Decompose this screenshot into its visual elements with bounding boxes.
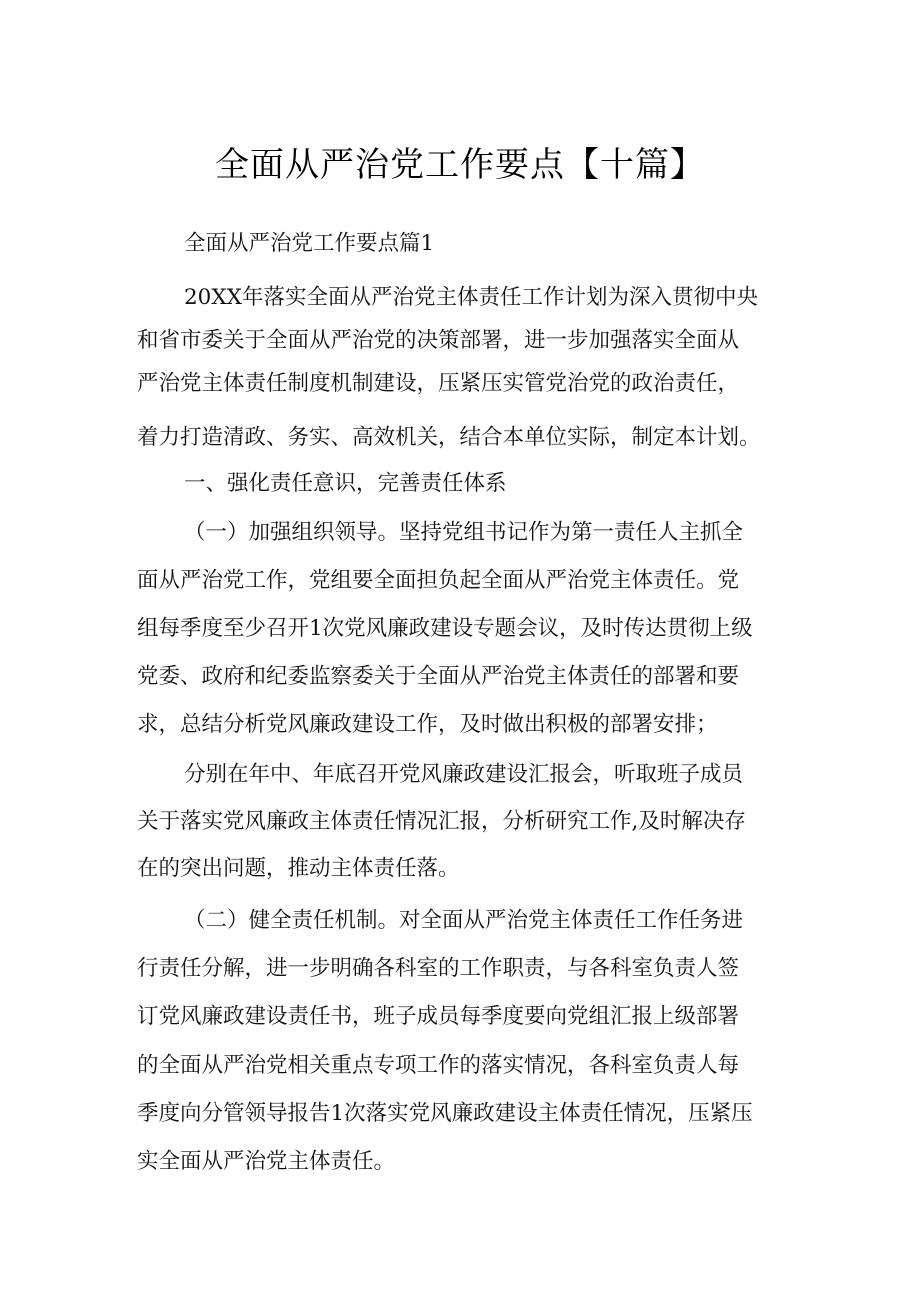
paragraph-line: 分别在年中、年底召开党风廉政建设汇报会，听取班子成员 [184,762,744,787]
paragraph-line: （一）加强组织领导。坚持党组书记作为第一责任人主抓全 [184,520,744,545]
paragraph-line: 季度向分管领导报告1次落实党风廉政建设主体责任情况，压紧压 [137,1101,753,1126]
paragraph-line: 实全面从严治党主体责任。 [137,1149,396,1174]
document-title: 全面从严治党工作要点【十篇】 [215,145,705,185]
heading-one: 一、强化责任意识，完善责任体系 [184,471,507,496]
paragraph-line: 着力打造清政、务实、高效机关，结合本单位实际，制定本计划。 [137,425,761,450]
paragraph-line: 20XX年落实全面从严治党主体责任工作计划为深入贯彻中央 [184,285,758,310]
paragraph-line: 在的突出问题，推动主体责任落。 [137,856,460,881]
paragraph-line: 和省市委关于全面从严治党的决策部署，进一步加强落实全面从 [137,328,740,353]
paragraph-line: 关于落实党风廉政主体责任情况汇报，分析研究工作,及时解决存 [137,809,746,834]
paragraph-line: 面从严治党工作，党组要全面担负起全面从严治党主体责任。党 [137,568,740,593]
paragraph-line: 组每季度至少召开1次党风廉政建设专题会议，及时传达贯彻上级 [137,616,753,641]
paragraph-line: 求，总结分析党风廉政建设工作，及时做出积极的部署安排； [137,712,718,737]
paragraph-line: 订党风廉政建设责任书，班子成员每季度要向党组汇报上级部署 [137,1004,740,1029]
section-heading: 全面从严治党工作要点篇1 [184,231,435,256]
paragraph-line: 党委、政府和纪委监察委关于全面从严治党主体责任的部署和要 [137,664,740,689]
paragraph-line: （二）健全责任机制。对全面从严治党主体责任工作任务进 [184,908,744,933]
paragraph-line: 行责任分解，进一步明确各科室的工作职责，与各科室负责人签 [137,956,740,981]
paragraph-line: 严治党主体责任制度机制建设，压紧压实管党治党的政治责任， [137,371,740,396]
paragraph-line: 的全面从严治党相关重点专项工作的落实情况，各科室负责人每 [137,1053,740,1078]
